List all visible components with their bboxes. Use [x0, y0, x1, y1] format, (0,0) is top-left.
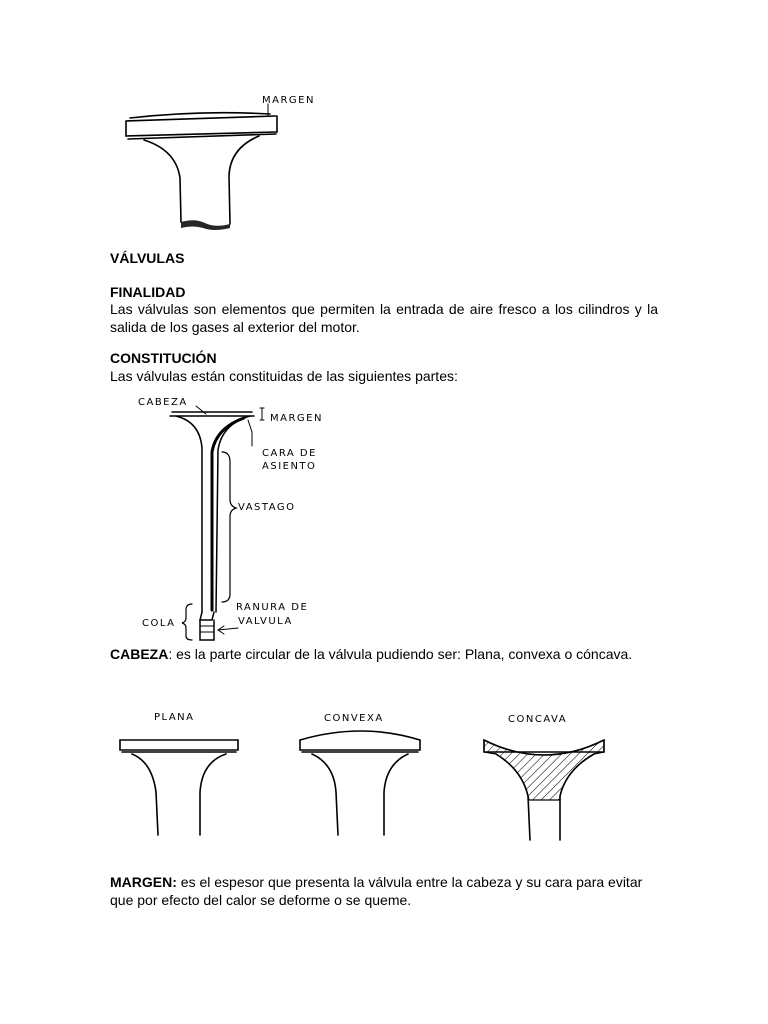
ranura-label-2: VALVULA — [238, 616, 293, 627]
cabeza-text: : es la parte circular de la válvula pudiendo ser: Plana, convexa o cóncava. — [168, 646, 633, 662]
constitucion-text: Las válvulas están constituidas de las siguientes partes: — [110, 368, 458, 384]
cara-label-2: ASIENTO — [262, 461, 317, 472]
margen-label: MARGEN — [270, 413, 323, 424]
page-title: VÁLVULAS — [110, 250, 185, 266]
finalidad-text: Las válvulas son elementos que permiten la entrada de aire fresco a los cilindros y la salida de los gases al exterior del motor. — [110, 301, 658, 335]
margen-top-label: MARGEN — [262, 95, 315, 106]
cabeza-term: CABEZA — [110, 646, 169, 662]
concava-label: CONCAVA — [508, 714, 568, 725]
margen-term: MARGEN: — [110, 874, 177, 890]
vastago-label: VASTAGO — [238, 502, 296, 513]
cola-label: COLA — [142, 618, 176, 629]
cara-label-1: CARA DE — [262, 448, 317, 459]
cabeza-label: CABEZA — [138, 397, 188, 408]
margen-text: es el espesor que presenta la válvula entre la cabeza y su cara para evitar que por efecto del calor se deforme o se queme. — [110, 874, 643, 908]
plana-label: PLANA — [154, 712, 195, 723]
ranura-label-1: RANURA DE — [236, 602, 309, 613]
margen-paragraph — [110, 873, 658, 909]
constitucion-heading: CONSTITUCIÓN — [110, 350, 217, 366]
convexa-label: CONVEXA — [324, 713, 384, 724]
finalidad-heading: FINALIDAD — [110, 284, 186, 300]
